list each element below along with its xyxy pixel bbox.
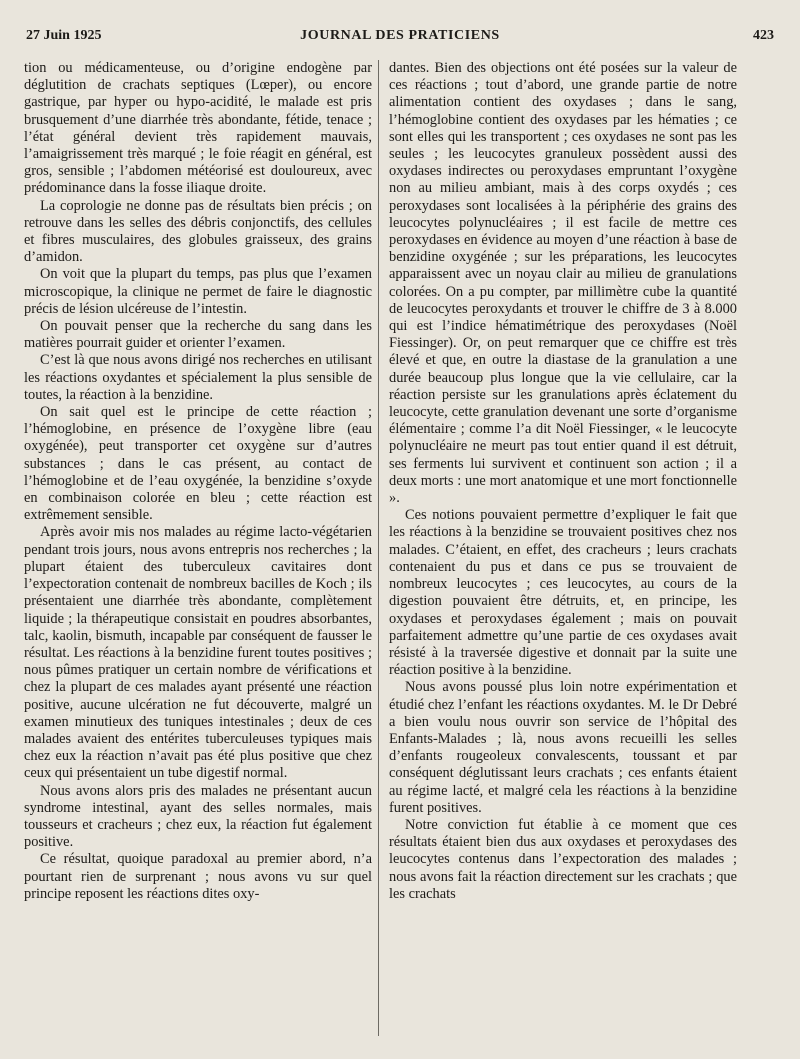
- paragraph: Après avoir mis nos malades au régime lacto-végétarien pendant trois jours, nous avons entrepris nos recherches ; la plupart étaient des tuberculeux cavitaires dont l’expectoration contenait de nombreux bacilles de Koch ; ils présentaient une diarrhée très abondante, complètement liquide ; la thérapeutique consistait en poudres absorbantes, talc, kaolin, bismuth, incapable par conséquent de fausser le résultat. Les réactions à la benzidine furent toutes positives ; nous pûmes pratiquer un certain nombre de vérifications et chez la plupart de ces malades ayant présenté une réaction positive, aucune ulcération ne fut découverte, malgré un examen minutieux des tuniques intestinales ; deux de ces malades avaient des entérites tuberculeuses typiques mais chez eux la réaction n’avait pas été plus positive que chez ceux qui présentaient un tube digestif normal.: [24, 524, 372, 782]
- page-number: 423: [753, 28, 774, 43]
- paragraph: dantes. Bien des objections ont été posées sur la valeur de ces réactions ; tout d’abord, une grande partie de notre alimentation contient des oxydases ; dans le sang, l’hémoglobine contient des oxydases par les hématies ; ce sont elles qui les transportent ; ces oxydases ne sont pas les seules ; les leucocytes granuleux possèdent aussi des oxydases indirectes ou peroxydases empruntant l’oxygène non au milieu ambiant, mais à des corps oxydés ; ces peroxydases sont localisées à la périphérie des grains des leucocytes polynucléaires ; il est facile de mettre ces peroxydases en évidence au moyen d’une réaction à base de benzidine oxygénée ; sur les préparations, les leucocytes apparaissent avec un noyau clair au milieu de granulations colorées. On a pu compter, par millimètre cube la quantité de leucocytes peroxydants et trouver le chiffre de 3 à 8.000 qui est l’indice hématimétrique des peroxydases (Noël Fiessinger). Or, on peut remarquer que ce chiffre est très élevé et que, en outre la diastase de la granulation a une durée beaucoup plus longue que la vie cellulaire, car la réaction persiste sur les granulations après éclatement du leucocyte, cette granulation devenant une sorte d’organisme élémentaire ; comme l’a dit Noël Fiessinger, « le leucocyte polynucléaire ne meurt pas tout entier quand il est détruit, ses ferments lui survivent et continuent son action ; il a deux morts : une mort anatomique et une mort fonctionnelle ».: [389, 60, 737, 507]
- paragraph: La coprologie ne donne pas de résultats bien précis ; on retrouve dans les selles des débris conjonctifs, des cellules et fibres musculaires, des globules graisseux, des grains d’amidon.: [24, 197, 372, 266]
- column-divider: [378, 60, 379, 1036]
- paragraph: Nous avons alors pris des malades ne présentant aucun syndrome intestinal, ayant des selles normales, mais tousseurs et cracheurs ; chez eux, la réaction fut également positive.: [24, 782, 372, 851]
- paragraph: Ce résultat, quoique paradoxal au premier abord, n’a pourtant rien de surprenant ; nous avons vu sur quel principe reposent les réactions dites oxy-: [24, 851, 372, 902]
- right-column: [389, 60, 737, 903]
- paragraph: Nous avons poussé plus loin notre expérimentation et étudié chez l’enfant les réactions oxydantes. M. le Dr Debré a bien voulu nous ouvrir son service de l’hôpital des Enfants-Malades ; là, nous avons recueilli les selles d’enfants rougeoleux convalescents, toussant et par conséquent déglutissant leurs crachats ; ces enfants étaient au régime lacté, et malgré cela les réactions à la benzidine furent positives.: [389, 679, 737, 816]
- paragraph: tion ou médicamenteuse, ou d’origine endogène par déglutition de crachats septiques (Lœper), ou encore gastrique, par hyper ou hypo-acidité, le malade est pris brusquement d’une diarrhée très abondante, fétide, tenace ; l’état général devient très rapidement mauvais, l’amaigrissement très marqué ; le foie réagit en général, est gros, sensible ; l’abdomen météorisé est douloureux, avec prédominance dans la fosse iliaque droite.: [24, 60, 372, 197]
- left-column: [24, 60, 372, 903]
- paragraph: Ces notions pouvaient permettre d’expliquer le fait que les réactions à la benzidine se trouvaient positives chez nos malades. C’étaient, en effet, des cracheurs ; leurs crachats contenaient du pus et dans ce pus se trouvaient de nombreux leucocytes ; ces leucocytes, au cours de la digestion pouvaient être détruits, et, en principe, les oxydases et peroxydases également ; mais on pouvait parfaitement admettre qu’une partie de ces oxydases avait résisté à la traversée digestive et donnait par la suite une réaction positive à la benzidine.: [389, 507, 737, 679]
- paragraph: Notre conviction fut établie à ce moment que ces résultats étaient bien dus aux oxydases et peroxydases des leucocytes contenus dans l’expectoration des malades ; nous avons fait la réaction directement sur les crachats ; que les crachats: [389, 816, 737, 902]
- journal-title: JOURNAL DES PRATICIENS: [300, 28, 500, 43]
- paragraph: On voit que la plupart du temps, pas plus que l’examen microscopique, la clinique ne permet de faire le diagnostic précis de lésion ulcéreuse de l’intestin.: [24, 266, 372, 317]
- paragraph: On pouvait penser que la recherche du sang dans les matières pourrait guider et orienter l’examen.: [24, 318, 372, 352]
- paragraph: C’est là que nous avons dirigé nos recherches en utilisant les réactions oxydantes et spécialement la plus sensible de toutes, la réaction à la benzidine.: [24, 352, 372, 403]
- paragraph: On sait quel est le principe de cette réaction ; l’hémoglobine, en présence de l’oxygène libre (eau oxygénée), peut transporter cet oxygène sur d’autres substances ; dans le cas présent, au contact de l’hémoglobine et de l’eau oxygénée, la benzidine s’oxyde en combinaison colorée en bleu ; cette réaction est extrêmement sensible.: [24, 404, 372, 524]
- header-date: 27 Juin 1925: [26, 28, 102, 43]
- running-header: [26, 28, 774, 50]
